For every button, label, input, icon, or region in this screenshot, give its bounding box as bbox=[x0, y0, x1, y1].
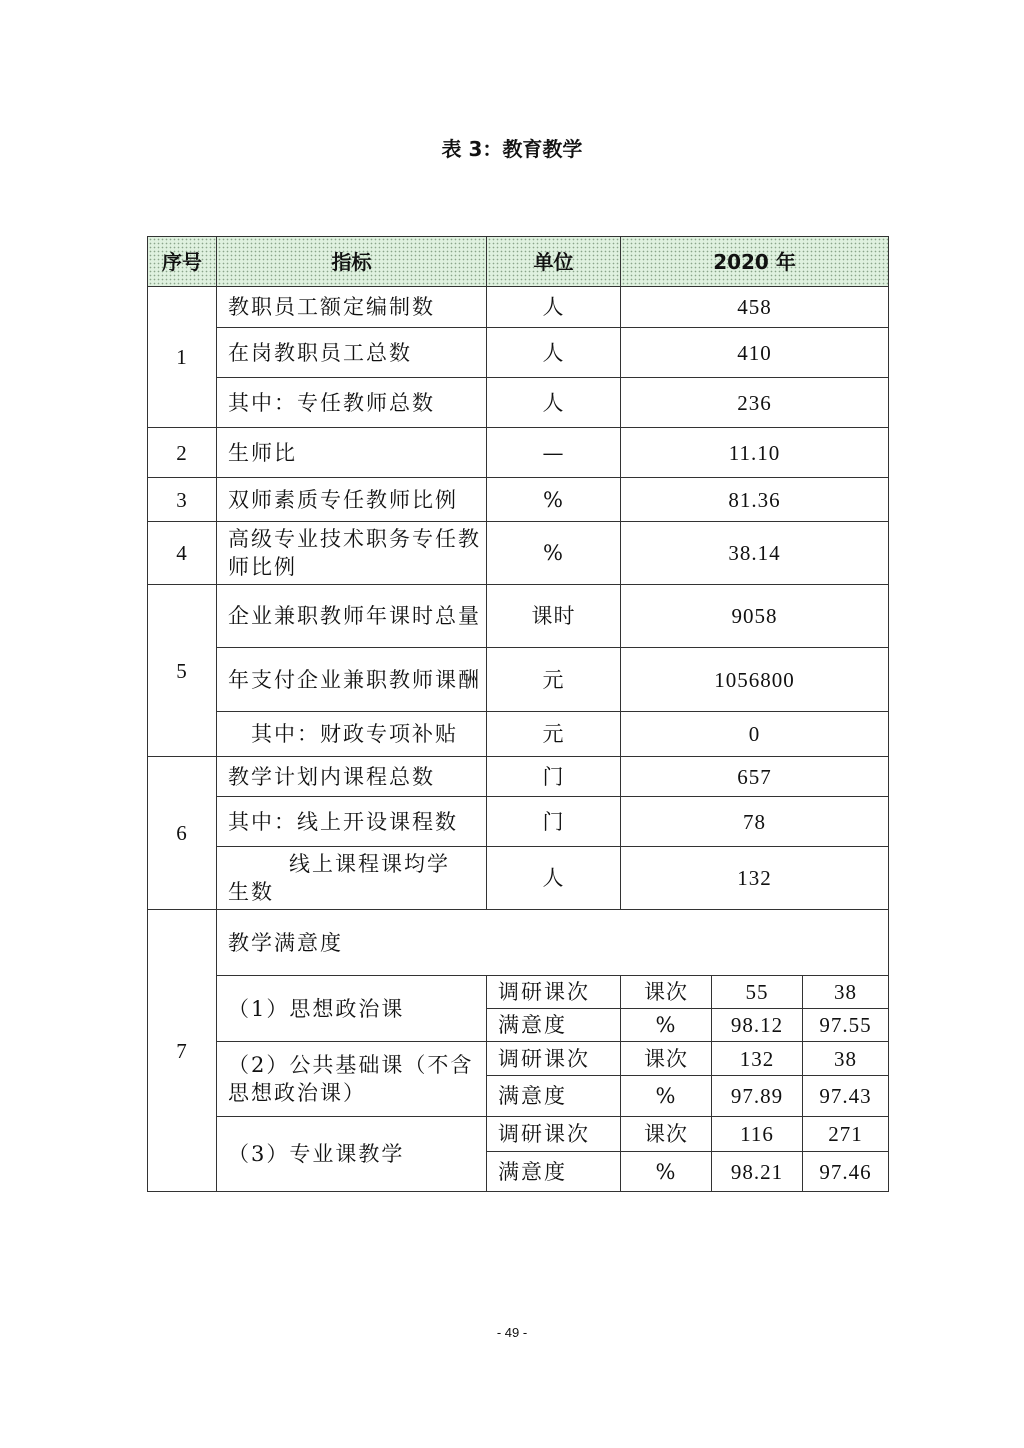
value-cell: 9058 bbox=[621, 585, 889, 648]
seq-cell: 5 bbox=[148, 585, 217, 757]
seq-cell: 6 bbox=[148, 757, 217, 910]
unit-cell: 人 bbox=[487, 847, 621, 910]
value-cell: 97.55 bbox=[803, 1009, 889, 1042]
course-name-cell: （1）思想政治课 bbox=[217, 976, 487, 1042]
table-row bbox=[148, 847, 889, 910]
value-cell: 98.21 bbox=[712, 1152, 803, 1192]
unit-cell: 人 bbox=[487, 378, 621, 428]
unit-cell: % bbox=[621, 1009, 712, 1042]
value-cell: 97.89 bbox=[712, 1076, 803, 1117]
value-cell: 236 bbox=[621, 378, 889, 428]
table-header-row bbox=[148, 237, 889, 287]
value-cell: 116 bbox=[712, 1117, 803, 1152]
header-indicator: 指标 bbox=[217, 237, 487, 287]
unit-cell: 元 bbox=[487, 648, 621, 712]
unit-cell: 课次 bbox=[621, 1042, 712, 1076]
metric-cell: 调研课次 bbox=[487, 976, 621, 1009]
value-cell: 0 bbox=[621, 712, 889, 757]
metric-cell: 调研课次 bbox=[487, 1117, 621, 1152]
table-row bbox=[148, 976, 889, 1009]
table-row bbox=[148, 797, 889, 847]
metric-cell: 调研课次 bbox=[487, 1042, 621, 1076]
value-cell: 97.43 bbox=[803, 1076, 889, 1117]
indicator-cell: 其中：专任教师总数 bbox=[217, 378, 487, 428]
metric-cell: 满意度 bbox=[487, 1076, 621, 1117]
value-cell: 132 bbox=[712, 1042, 803, 1076]
value-cell: 78 bbox=[621, 797, 889, 847]
table-row bbox=[148, 328, 889, 378]
unit-cell: % bbox=[487, 478, 621, 522]
seq-cell: 7 bbox=[148, 910, 217, 1192]
seq-cell: 3 bbox=[148, 478, 217, 522]
indicator-line: 线上课程课均学 bbox=[289, 852, 450, 876]
table-row bbox=[148, 712, 889, 757]
seq-cell: 4 bbox=[148, 522, 217, 585]
header-seq: 序号 bbox=[148, 237, 217, 287]
value-cell: 98.12 bbox=[712, 1009, 803, 1042]
education-teaching-table bbox=[147, 236, 889, 1192]
indicator-cell: 企业兼职教师年课时总量 bbox=[217, 585, 487, 648]
value-cell: 97.46 bbox=[803, 1152, 889, 1192]
table-row bbox=[148, 1042, 889, 1076]
metric-cell: 满意度 bbox=[487, 1152, 621, 1192]
unit-cell: 课次 bbox=[621, 976, 712, 1009]
table-row bbox=[148, 428, 889, 478]
table-row bbox=[148, 648, 889, 712]
seq-cell: 1 bbox=[148, 287, 217, 428]
table-row bbox=[148, 1117, 889, 1152]
indicator-cell: 生师比 bbox=[217, 428, 487, 478]
unit-cell: 门 bbox=[487, 797, 621, 847]
indicator-cell: 教学计划内课程总数 bbox=[217, 757, 487, 797]
unit-cell: 课时 bbox=[487, 585, 621, 648]
course-name-cell: （2）公共基础课（不含思想政治课） bbox=[217, 1042, 487, 1117]
value-cell: 271 bbox=[803, 1117, 889, 1152]
table-title: 表 3：教育教学 bbox=[441, 137, 583, 161]
satisfaction-label: 教学满意度 bbox=[217, 910, 889, 976]
header-year: 2020 年 bbox=[621, 237, 889, 287]
table-row bbox=[148, 287, 889, 328]
value-cell: 38 bbox=[803, 1042, 889, 1076]
table-row bbox=[148, 478, 889, 522]
indicator-cell: 其中：财政专项补贴 bbox=[217, 712, 487, 757]
value-cell: 410 bbox=[621, 328, 889, 378]
value-cell: 1056800 bbox=[621, 648, 889, 712]
indicator-cell: 双师素质专任教师比例 bbox=[217, 478, 487, 522]
unit-cell: % bbox=[621, 1076, 712, 1117]
unit-cell: 人 bbox=[487, 328, 621, 378]
seq-cell: 2 bbox=[148, 428, 217, 478]
unit-cell: % bbox=[621, 1152, 712, 1192]
value-cell: 132 bbox=[621, 847, 889, 910]
course-name-cell: （3）专业课教学 bbox=[217, 1117, 487, 1192]
indicator-cell: 在岗教职员工总数 bbox=[217, 328, 487, 378]
indicator-cell: 年支付企业兼职教师课酬 bbox=[217, 648, 487, 712]
indicator-cell: 高级专业技术职务专任教师比例 bbox=[217, 522, 487, 585]
unit-cell: — bbox=[487, 428, 621, 478]
header-unit: 单位 bbox=[487, 237, 621, 287]
indicator-cell: 教职员工额定编制数 bbox=[217, 287, 487, 328]
value-cell: 38 bbox=[803, 976, 889, 1009]
value-cell: 55 bbox=[712, 976, 803, 1009]
value-cell: 458 bbox=[621, 287, 889, 328]
unit-cell: 人 bbox=[487, 287, 621, 328]
indicator-cell bbox=[217, 847, 487, 910]
table-row bbox=[148, 910, 889, 976]
unit-cell: 课次 bbox=[621, 1117, 712, 1152]
unit-cell: 元 bbox=[487, 712, 621, 757]
unit-cell: 门 bbox=[487, 757, 621, 797]
table-row bbox=[148, 522, 889, 585]
page-number: - 49 - bbox=[496, 1325, 528, 1340]
table-row bbox=[148, 585, 889, 648]
indicator-line: 生数 bbox=[228, 880, 274, 904]
value-cell: 81.36 bbox=[621, 478, 889, 522]
value-cell: 11.10 bbox=[621, 428, 889, 478]
unit-cell: % bbox=[487, 522, 621, 585]
value-cell: 38.14 bbox=[621, 522, 889, 585]
table-row bbox=[148, 378, 889, 428]
metric-cell: 满意度 bbox=[487, 1009, 621, 1042]
value-cell: 657 bbox=[621, 757, 889, 797]
indicator-cell: 其中：线上开设课程数 bbox=[217, 797, 487, 847]
table-row bbox=[148, 757, 889, 797]
